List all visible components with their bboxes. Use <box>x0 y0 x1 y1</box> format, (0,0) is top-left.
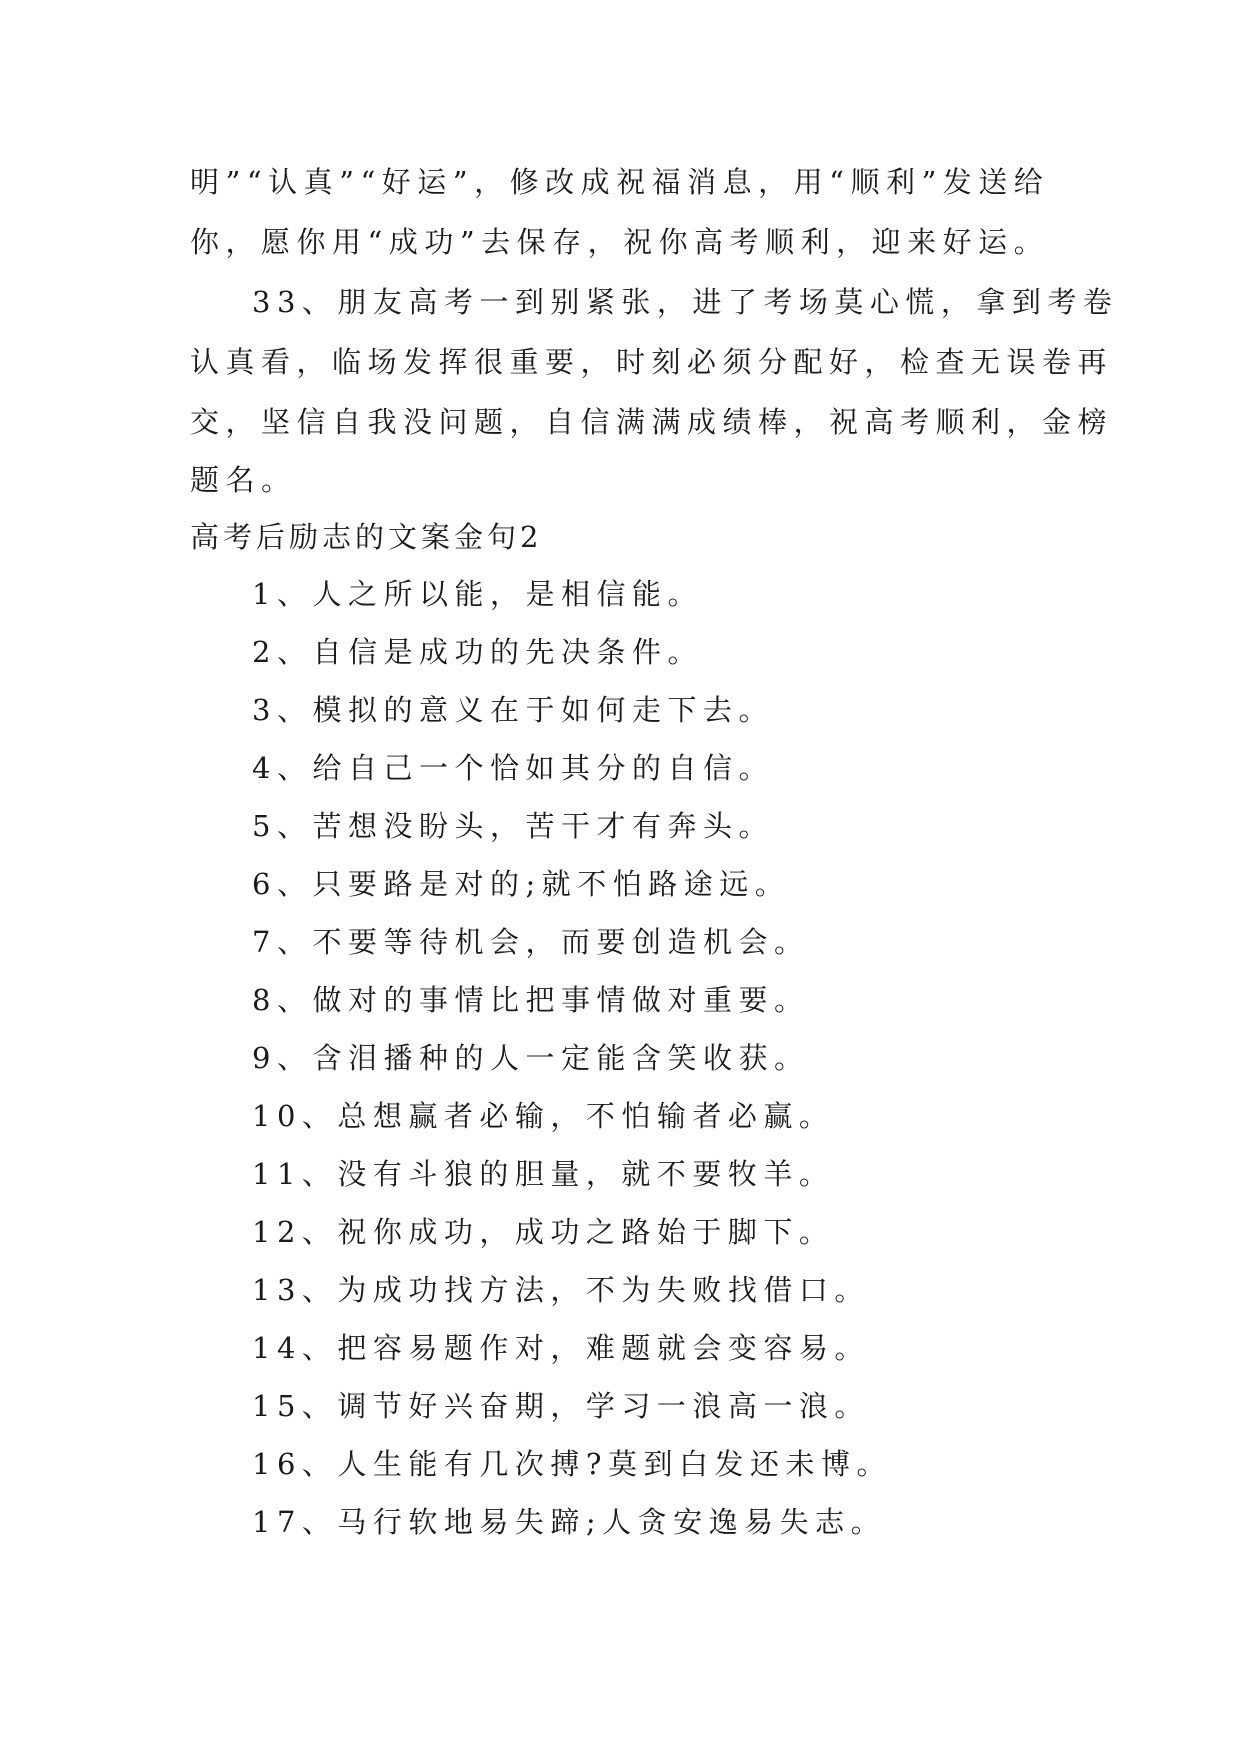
list-item: 11、没有斗狼的胆量，就不要牧羊。 <box>252 1157 835 1191</box>
list-item: 9、含泪播种的人一定能含笑收获。 <box>252 1041 810 1075</box>
list-item: 1、人之所以能，是相信能。 <box>252 577 703 611</box>
item-33-line-3: 交，坚信自我没问题，自信满满成绩棒，祝高考顺利，金榜 <box>190 405 1114 439</box>
list-item: 14、把容易题作对，难题就会变容易。 <box>252 1331 870 1365</box>
list-item: 16、人生能有几次搏?莫到白发还未博。 <box>252 1447 892 1481</box>
item-33-line-4: 题名。 <box>190 463 297 497</box>
section-heading: 高考后励志的文案金句2 <box>190 520 543 554</box>
list-item: 6、只要路是对的;就不怕路途远。 <box>252 867 791 901</box>
item-33-line-1: 33、朋友高考一到别紧张，进了考场莫心慌，拿到考卷 <box>252 285 1119 319</box>
list-item: 12、祝你成功，成功之路始于脚下。 <box>252 1215 835 1249</box>
list-item: 2、自信是成功的先决条件。 <box>252 635 703 669</box>
list-item: 8、做对的事情比把事情做对重要。 <box>252 983 810 1017</box>
list-item: 5、苦想没盼头，苦干才有奔头。 <box>252 809 774 843</box>
list-item: 10、总想赢者必输，不怕输者必赢。 <box>252 1099 835 1133</box>
paragraph-end-line-2: 你，愿你用“成功”去保存，祝你高考顺利，迎来好运。 <box>190 225 1050 259</box>
list-item: 13、为成功找方法，不为失败找借口。 <box>252 1273 870 1307</box>
list-item: 4、给自己一个恰如其分的自信。 <box>252 751 774 785</box>
item-33-line-2: 认真看，临场发挥很重要，时刻必须分配好，检查无误卷再 <box>190 345 1114 379</box>
list-item: 7、不要等待机会，而要创造机会。 <box>252 925 810 959</box>
list-item: 3、模拟的意义在于如何走下去。 <box>252 693 774 727</box>
list-item: 17、马行软地易失蹄;人贪安逸易失志。 <box>252 1505 887 1539</box>
list-item: 15、调节好兴奋期，学习一浪高一浪。 <box>252 1389 870 1423</box>
paragraph-end-line-1: 明”“认真”“好运”，修改成祝福消息，用“顺利”发送给 <box>190 165 1050 199</box>
